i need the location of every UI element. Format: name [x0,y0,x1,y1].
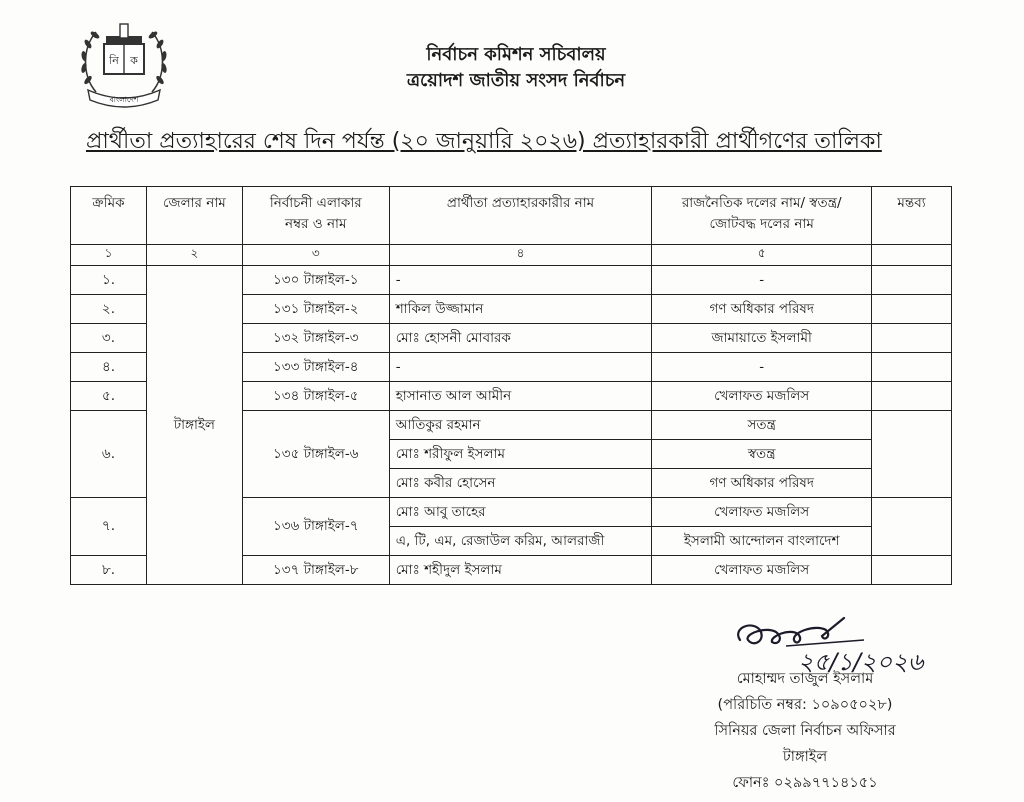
row-serial: ৪. [71,353,147,382]
column-number: ৫ [652,245,872,266]
column-number: ৩ [242,245,389,266]
column-number: ২ [146,245,242,266]
header-candidate-name: প্রার্থীতা প্রত্যাহারকারীর নাম [389,187,652,245]
row-serial: ১. [71,266,147,295]
row-constituency: ১৩৩ টাঙ্গাইল-৪ [242,353,389,382]
seal-inner-left: নি [109,54,119,67]
row-constituency: ১৩৪ টাঙ্গাইল-৫ [242,382,389,411]
header-constituency-line1: নির্বাচনী এলাকার [269,195,362,211]
table-header-row [71,187,952,245]
column-number: ১ [71,245,147,266]
header-remarks: মন্তব্য [872,187,952,245]
officer-location: টাঙ্গাইল [782,749,828,765]
column-number-empty [872,245,952,266]
row-party: খেলাফত মজলিস [652,498,872,527]
header-constituency [242,187,389,245]
row-party: স্বতন্ত্র [652,440,872,469]
row-serial: ৩. [71,324,147,353]
row-candidate-name: মোঃ হোসনী মোবারক [389,324,652,353]
column-number-row [71,245,952,266]
row-remarks [872,382,952,411]
row-remarks [872,498,952,556]
row-candidate-name: মোঃ শরীফুল ইসলাম [389,440,652,469]
officer-name: মোহাম্মদ তাজুল ইসলাম [736,671,874,687]
header-party [652,187,872,245]
row-constituency: ১৩৬ টাঙ্গাইল-৭ [242,498,389,556]
officer-phone: ফোনঃ ০২৯৯৭৭১৪১৫১ [732,775,878,791]
row-candidate-name: মোঃ শহীদুল ইসলাম [389,556,652,585]
seal-inner-right: ক [130,54,138,67]
row-remarks [872,295,952,324]
row-party: গণ অধিকার পরিষদ [652,469,872,498]
row-serial: ৭. [71,498,147,556]
row-constituency: ১৩৫ টাঙ্গাইল-৬ [242,411,389,498]
row-candidate-name: মোঃ আবু তাহের [389,498,652,527]
row-serial: ৫. [71,382,147,411]
row-serial: ২. [71,295,147,324]
row-serial: ৮. [71,556,147,585]
row-constituency: ১৩১ টাঙ্গাইল-২ [242,295,389,324]
office-name: নির্বাচন কমিশন সচিবালয় [426,44,606,65]
row-candidate-name: - [389,353,652,382]
row-party: জামায়াতে ইসলামী [652,324,872,353]
officer-id: (পরিচিতি নম্বর: ১০৯০৫০২৮) [717,697,893,713]
row-remarks [872,411,952,498]
signature-date: ২৫/১/২০২৬ [798,648,924,676]
seal-ribbon-text: বাংলাদেশ [109,95,139,104]
row-party: সতন্ত্র [652,411,872,440]
row-party: - [652,266,872,295]
row-candidate-name: এ, টি, এম, রেজাউল করিম, আলরাজী [389,527,652,556]
row-candidate-name: হাসানাত আল আমীন [389,382,652,411]
withdrawn-candidates-table [70,186,952,585]
header-party-line1: রাজনৈতিক দলের নাম/ স্বতন্ত্র/ [681,195,842,211]
row-candidate-name: মোঃ কবীর হোসেন [389,469,652,498]
page-title: প্রার্থীতা প্রত্যাহারের শেষ দিন পর্যন্ত (২০ জানুয়ারি ২০২৬) প্রত্যাহারকারী প্রার্থীগণের তালিকা [86,129,882,154]
row-remarks [872,324,952,353]
row-serial: ৬. [71,411,147,498]
row-candidate-name: আতিকুর রহমান [389,411,652,440]
row-party: - [652,353,872,382]
header-serial: ক্রমিক [71,187,147,245]
header-district: জেলার নাম [146,187,242,245]
signature-block [690,666,920,796]
officer-designation: সিনিয়র জেলা নির্বাচন অফিসার [714,723,896,739]
row-remarks [872,266,952,295]
row-party: খেলাফত মজলিস [652,382,872,411]
row-constituency: ১৩০ টাঙ্গাইল-১ [242,266,389,295]
row-party: ইসলামী আন্দোলন বাংলাদেশ [652,527,872,556]
row-remarks [872,353,952,382]
row-party: খেলাফত মজলিস [652,556,872,585]
election-name: ত্রয়োদশ জাতীয় সংসদ নির্বাচন [406,70,626,91]
header-constituency-line2: নম্বর ও নাম [285,215,347,232]
column-number: ৪ [389,245,652,266]
row-candidate-name: শাকিল উজ্জামান [389,295,652,324]
table-row [71,266,952,295]
district-cell: টাঙ্গাইল [146,266,242,585]
row-constituency: ১৩২ টাঙ্গাইল-৩ [242,324,389,353]
row-constituency: ১৩৭ টাঙ্গাইল-৮ [242,556,389,585]
row-remarks [872,556,952,585]
header-party-line2: জোটবদ্ধ দলের নাম [709,215,814,232]
row-candidate-name: - [389,266,652,295]
row-party: গণ অধিকার পরিষদ [652,295,872,324]
